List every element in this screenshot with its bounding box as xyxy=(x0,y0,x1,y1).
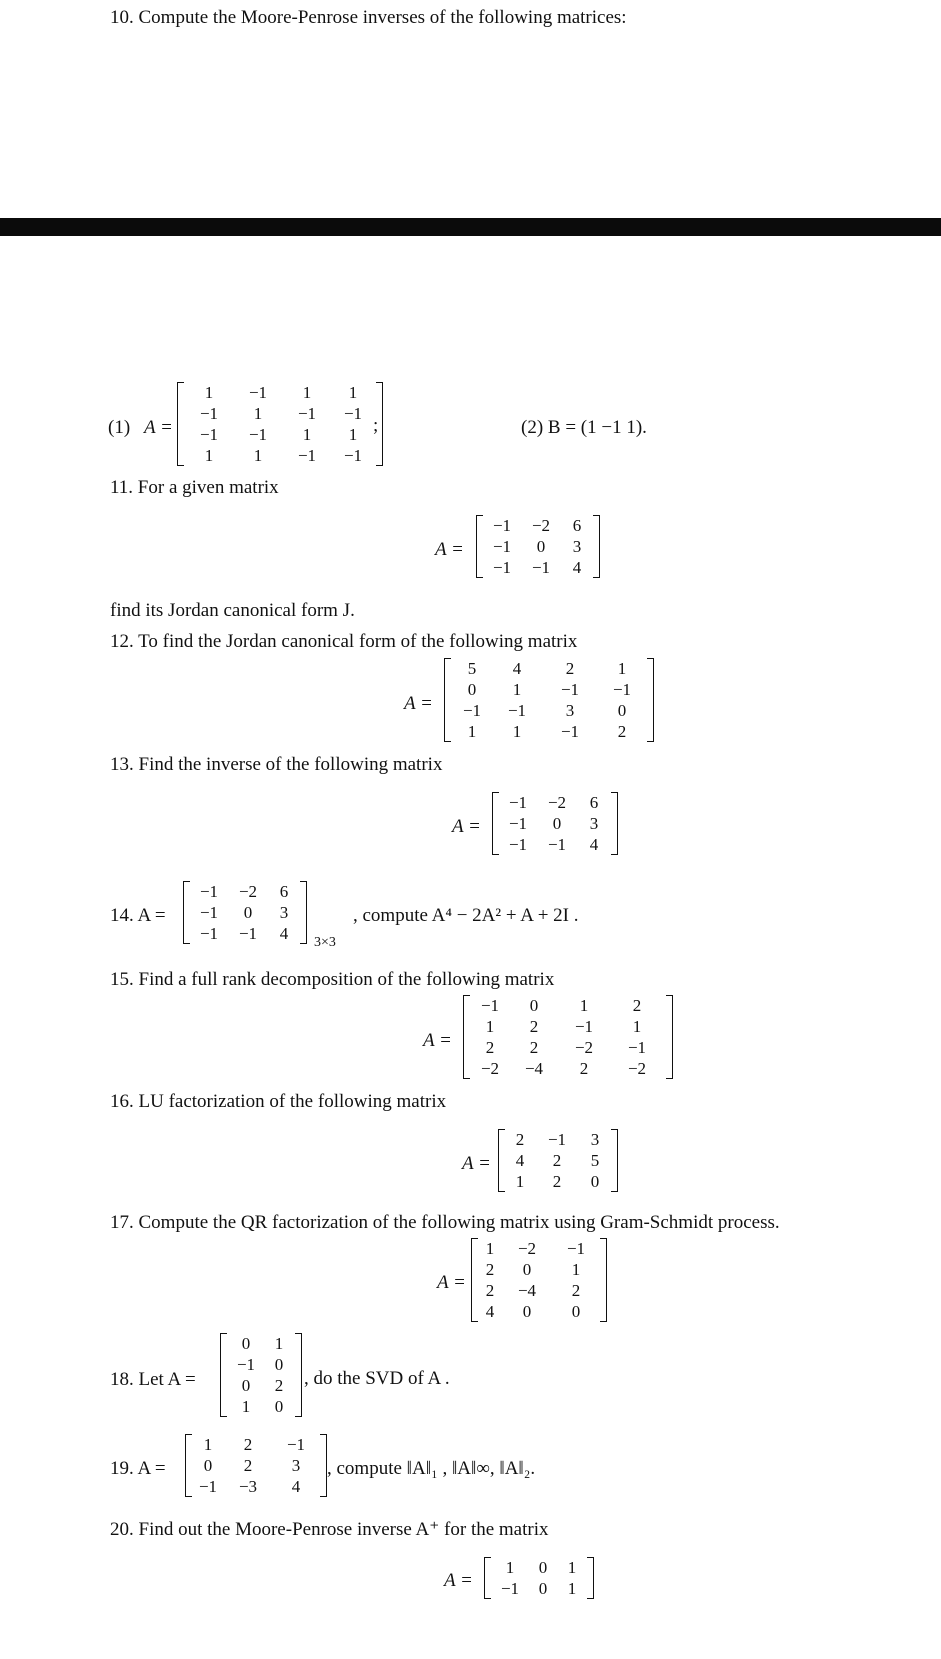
matrix-cell: 1 xyxy=(515,1172,525,1191)
matrix-row xyxy=(185,382,375,403)
matrix-row xyxy=(471,1016,665,1037)
matrix-cell: 4 xyxy=(279,924,289,943)
matrix-cell: 1 xyxy=(348,425,358,444)
matrix-cell: 1 xyxy=(302,425,312,444)
matrix-row xyxy=(479,1259,599,1280)
matrix-cell: −1 xyxy=(574,1017,594,1036)
matrix-p19 xyxy=(193,1434,319,1497)
matrix-cell: 1 xyxy=(579,996,589,1015)
matrix-cell: −1 xyxy=(492,537,512,556)
matrix-cell: 2 xyxy=(515,1130,525,1149)
matrix-cell: 4 xyxy=(512,659,522,678)
matrix-cell: −1 xyxy=(286,1435,306,1454)
matrix-cell: 0 xyxy=(241,1376,251,1395)
matrix-cell: 2 xyxy=(485,1281,495,1300)
problem-19-tail: , compute ‖A‖₁ , ‖A‖∞, ‖A‖₂. xyxy=(327,1458,536,1479)
matrix-cell: 0 xyxy=(590,1172,600,1191)
matrix-cell: −1 xyxy=(248,425,268,444)
problem-10-part1-label: (1) xyxy=(108,417,131,438)
matrix-p14 xyxy=(191,881,299,944)
matrix-cell: 1 xyxy=(505,1558,515,1577)
problem-15-title: 15. Find a full rank decomposition of the following matrix xyxy=(110,969,555,990)
matrix-p16 xyxy=(506,1129,610,1192)
problem-12-title: 12. To find the Jordan canonical form of the following matrix xyxy=(110,631,578,652)
matrix-cell: −1 xyxy=(248,383,268,402)
matrix-cell: 4 xyxy=(291,1477,301,1496)
matrix-cell: 1 xyxy=(632,1017,642,1036)
matrix-row xyxy=(492,1578,586,1599)
matrix-cell: 1 xyxy=(571,1260,581,1279)
matrix-cell: 5 xyxy=(467,659,477,678)
matrix-cell: 4 xyxy=(572,558,582,577)
matrix-cell: −1 xyxy=(560,680,580,699)
matrix-cell: −1 xyxy=(343,446,363,465)
problem-19-label: 19. A = xyxy=(110,1458,166,1479)
matrix-cell: 2 xyxy=(632,996,642,1015)
matrix-row xyxy=(191,923,299,944)
matrix-row xyxy=(500,834,610,855)
matrix-cell: 2 xyxy=(552,1172,562,1191)
matrix-row xyxy=(484,515,592,536)
problem-10-part2: (2) B = (1 −1 1). xyxy=(521,417,647,438)
matrix-p14-subscript: 3×3 xyxy=(314,935,336,950)
matrix-row xyxy=(500,792,610,813)
matrix-p15 xyxy=(471,995,665,1079)
matrix-cell: −1 xyxy=(462,701,482,720)
matrix-p13 xyxy=(500,792,610,855)
matrix-row xyxy=(452,700,646,721)
matrix-cell: −1 xyxy=(531,558,551,577)
matrix-cell: 0 xyxy=(243,903,253,922)
matrix-cell: 1 xyxy=(348,383,358,402)
matrix-cell: 0 xyxy=(552,814,562,833)
matrix-cell: −1 xyxy=(560,722,580,741)
matrix-cell: 5 xyxy=(590,1151,600,1170)
matrix-row xyxy=(228,1354,294,1375)
matrix-cell: −1 xyxy=(198,1477,218,1496)
matrix-cell: 0 xyxy=(274,1397,284,1416)
matrix-cell: 3 xyxy=(565,701,575,720)
matrix-cell: 2 xyxy=(579,1059,589,1078)
matrix-cell: 2 xyxy=(243,1456,253,1475)
matrix-cell: −1 xyxy=(238,924,258,943)
matrix-cell: 6 xyxy=(572,516,582,535)
matrix-cell: 2 xyxy=(565,659,575,678)
matrix-cell: 2 xyxy=(617,722,627,741)
matrix-row xyxy=(191,902,299,923)
matrix-cell: −1 xyxy=(627,1038,647,1057)
matrix-row xyxy=(452,658,646,679)
problem-20-title: 20. Find out the Moore-Penrose inverse A⁺ for the matrix xyxy=(110,1519,549,1540)
matrix-cell: 1 xyxy=(253,404,263,423)
matrix-cell: −2 xyxy=(531,516,551,535)
matrix-cell: 1 xyxy=(467,722,477,741)
matrix-p10 xyxy=(185,382,375,466)
problem-13-title: 13. Find the inverse of the following matrix xyxy=(110,754,443,775)
matrix-row xyxy=(500,813,610,834)
matrix-cell: 4 xyxy=(485,1302,495,1321)
matrix-cell: 2 xyxy=(485,1038,495,1057)
matrix-cell: −1 xyxy=(508,814,528,833)
matrix-cell: 1 xyxy=(617,659,627,678)
matrix-row xyxy=(471,1058,665,1079)
matrix-cell: 2 xyxy=(529,1038,539,1057)
matrix-cell: 1 xyxy=(567,1558,577,1577)
matrix-cell: −1 xyxy=(199,882,219,901)
black-separator-bar xyxy=(0,218,941,236)
matrix-cell: −1 xyxy=(297,446,317,465)
matrix-cell: 0 xyxy=(617,701,627,720)
matrix-cell: 2 xyxy=(552,1151,562,1170)
matrix-cell: 3 xyxy=(589,814,599,833)
matrix-row xyxy=(228,1396,294,1417)
matrix-cell: 2 xyxy=(485,1260,495,1279)
matrix-cell: 1 xyxy=(512,680,522,699)
matrix-row xyxy=(471,995,665,1016)
matrix-row xyxy=(471,1037,665,1058)
matrix-cell: −1 xyxy=(199,404,219,423)
matrix-cell: −3 xyxy=(238,1477,258,1496)
problem-16-title: 16. LU factorization of the following matrix xyxy=(110,1091,447,1112)
matrix-cell: 3 xyxy=(291,1456,301,1475)
matrix-cell: −1 xyxy=(492,558,512,577)
matrix-cell: 2 xyxy=(571,1281,581,1300)
matrix-cell: −2 xyxy=(547,793,567,812)
problem-15-a-equals: A = xyxy=(423,1030,452,1051)
matrix-p17 xyxy=(479,1238,599,1322)
matrix-row xyxy=(484,536,592,557)
matrix-row xyxy=(185,424,375,445)
matrix-cell: −1 xyxy=(508,793,528,812)
matrix-cell: −2 xyxy=(627,1059,647,1078)
matrix-cell: 1 xyxy=(485,1239,495,1258)
problem-17-title: 17. Compute the QR factorization of the following matrix using Gram-Schmidt process. xyxy=(110,1212,780,1233)
matrix-cell: −1 xyxy=(199,924,219,943)
matrix-cell: 4 xyxy=(589,835,599,854)
matrix-cell: 0 xyxy=(203,1456,213,1475)
matrix-cell: 2 xyxy=(274,1376,284,1395)
problem-10-semicolon: ; xyxy=(373,415,379,436)
matrix-row xyxy=(185,403,375,424)
problem-11-tail: find its Jordan canonical form J. xyxy=(110,600,355,621)
matrix-row xyxy=(506,1171,610,1192)
matrix-p12 xyxy=(452,658,646,742)
matrix-cell: −1 xyxy=(236,1355,256,1374)
matrix-cell: 1 xyxy=(485,1017,495,1036)
matrix-cell: −1 xyxy=(297,404,317,423)
matrix-cell: −1 xyxy=(547,835,567,854)
matrix-p11 xyxy=(484,515,592,578)
problem-11-title: 11. For a given matrix xyxy=(110,477,279,498)
matrix-cell: 0 xyxy=(467,680,477,699)
matrix-row xyxy=(479,1238,599,1259)
matrix-cell: −1 xyxy=(508,835,528,854)
matrix-row xyxy=(193,1476,319,1497)
matrix-row xyxy=(185,445,375,466)
matrix-cell: 1 xyxy=(204,446,214,465)
matrix-cell: −1 xyxy=(566,1239,586,1258)
problem-17-a-equals: A = xyxy=(437,1272,466,1293)
matrix-cell: −2 xyxy=(574,1038,594,1057)
problem-12-a-equals: A = xyxy=(404,693,433,714)
matrix-row xyxy=(506,1129,610,1150)
matrix-cell: −1 xyxy=(507,701,527,720)
matrix-cell: 1 xyxy=(253,446,263,465)
problem-10-title: 10. Compute the Moore-Penrose inverses of the following matrices: xyxy=(110,7,627,28)
matrix-row xyxy=(228,1375,294,1396)
matrix-row xyxy=(506,1150,610,1171)
matrix-cell: −1 xyxy=(343,404,363,423)
matrix-row xyxy=(191,881,299,902)
matrix-row xyxy=(479,1301,599,1322)
matrix-p20 xyxy=(492,1557,586,1599)
matrix-cell: −1 xyxy=(199,425,219,444)
matrix-cell: 6 xyxy=(279,882,289,901)
matrix-cell: 0 xyxy=(522,1260,532,1279)
matrix-cell: 0 xyxy=(274,1355,284,1374)
matrix-cell: 0 xyxy=(538,1579,548,1598)
matrix-cell: 2 xyxy=(243,1435,253,1454)
matrix-cell: −2 xyxy=(238,882,258,901)
matrix-row xyxy=(193,1455,319,1476)
matrix-cell: −2 xyxy=(480,1059,500,1078)
matrix-row xyxy=(452,679,646,700)
matrix-cell: −1 xyxy=(199,903,219,922)
matrix-row xyxy=(193,1434,319,1455)
matrix-cell: 2 xyxy=(529,1017,539,1036)
matrix-row xyxy=(228,1333,294,1354)
matrix-cell: 1 xyxy=(567,1579,577,1598)
problem-13-a-equals: A = xyxy=(452,816,481,837)
problem-10-a-equals: A = xyxy=(144,417,173,438)
problem-14-tail: , compute A⁴ − 2A² + A + 2I . xyxy=(353,905,579,926)
matrix-row xyxy=(479,1280,599,1301)
matrix-cell: 0 xyxy=(536,537,546,556)
matrix-cell: 3 xyxy=(279,903,289,922)
matrix-cell: 1 xyxy=(241,1397,251,1416)
matrix-cell: −2 xyxy=(517,1239,537,1258)
matrix-cell: 3 xyxy=(572,537,582,556)
matrix-cell: 6 xyxy=(589,793,599,812)
matrix-cell: −1 xyxy=(492,516,512,535)
matrix-cell: 1 xyxy=(204,383,214,402)
matrix-cell: 0 xyxy=(571,1302,581,1321)
matrix-cell: 0 xyxy=(529,996,539,1015)
matrix-cell: 0 xyxy=(522,1302,532,1321)
matrix-cell: 0 xyxy=(538,1558,548,1577)
matrix-cell: −1 xyxy=(480,996,500,1015)
matrix-cell: 1 xyxy=(203,1435,213,1454)
problem-11-a-equals: A = xyxy=(435,539,464,560)
matrix-row xyxy=(452,721,646,742)
problem-14-label: 14. A = xyxy=(110,905,166,926)
matrix-cell: 3 xyxy=(590,1130,600,1149)
matrix-cell: −1 xyxy=(500,1579,520,1598)
problem-18-label: 18. Let A = xyxy=(110,1369,196,1390)
matrix-cell: 1 xyxy=(274,1334,284,1353)
matrix-row xyxy=(492,1557,586,1578)
matrix-cell: 1 xyxy=(302,383,312,402)
matrix-p18 xyxy=(228,1333,294,1417)
matrix-cell: −4 xyxy=(517,1281,537,1300)
matrix-row xyxy=(484,557,592,578)
matrix-cell: 1 xyxy=(512,722,522,741)
matrix-cell: −4 xyxy=(524,1059,544,1078)
problem-16-a-equals: A = xyxy=(462,1153,491,1174)
problem-18-tail: , do the SVD of A . xyxy=(304,1368,450,1389)
matrix-cell: −1 xyxy=(612,680,632,699)
matrix-cell: 4 xyxy=(515,1151,525,1170)
problem-20-a-equals: A = xyxy=(444,1570,473,1591)
matrix-cell: 0 xyxy=(241,1334,251,1353)
matrix-cell: −1 xyxy=(547,1130,567,1149)
